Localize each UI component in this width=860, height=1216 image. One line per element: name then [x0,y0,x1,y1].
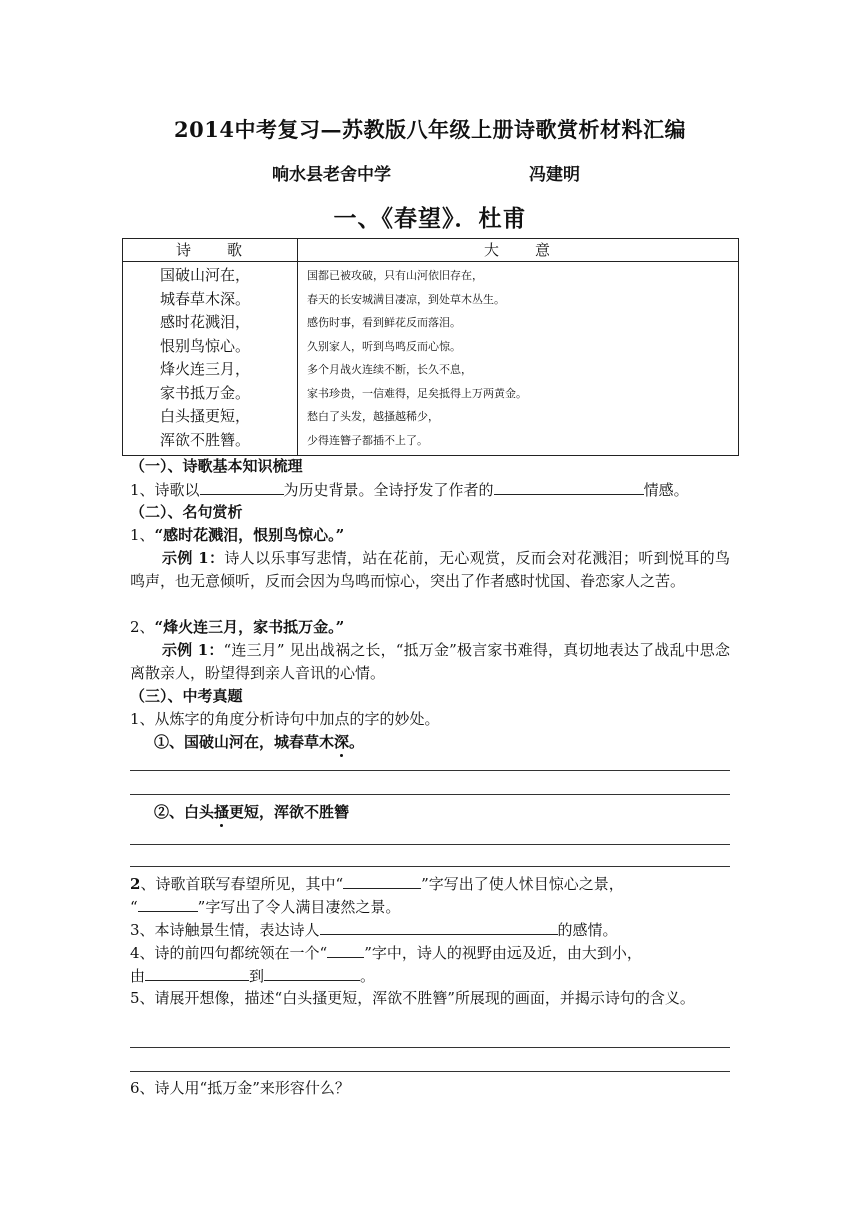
dotted-character: 搔 [214,803,230,821]
meaning-line: 愁白了头发，越搔越稀少， [307,410,439,423]
sub-question-text: ②、白头 [154,803,215,821]
poem-table [122,238,739,456]
answer-blank[interactable] [138,895,198,912]
meaning-line: 久别家人，听到鸟鸣反而心惊。 [307,339,461,353]
sub-question-text: 。 [349,733,365,751]
exam-question-1: 1、从炼字的角度分析诗句中加点的字的妙处。 [130,710,440,728]
sub-question-1 [154,731,364,753]
document-title: 2014中考复习—苏教版八年级上册诗歌赏析材料汇编 [174,117,686,142]
answer-blank[interactable] [264,964,360,981]
poem-heading: 一、《春望》．杜甫 [333,205,527,232]
meaning-line: 家书珍贵，一信难得，足矣抵得上万两黄金。 [307,386,527,400]
column-header-poem: 诗 歌 [123,239,298,262]
question-text: 4、诗的前四句都统领在一个“ [130,944,328,962]
question-text: 3、本诗触景生情，表达诗人 [130,921,320,939]
example-text: 诗人以乐事写悲情，站在花前，无心观赏，反而会对花溅泪；听到悦耳的鸟鸣声，也无意倾听，反而会因为鸟鸣而惊心，突出了作者感时忧国、眷恋家人之苦。 [130,549,730,590]
answer-blank[interactable] [145,964,249,981]
question-text: 由 [130,967,146,985]
question-text: “ [130,898,138,916]
question-text: ”字写出了使人怵目惊心之景， [421,875,624,893]
exam-question-4 [130,941,642,964]
meaning-line: 少得连簪子都插不上了。 [307,433,428,447]
poem-lines-cell [123,262,298,456]
dotted-character: 深 [334,733,350,751]
answer-blank[interactable] [327,941,364,958]
section-heading-exam-questions: （三）、中考真题 [130,687,243,705]
section-heading-basics: （一）、诗歌基本知识梳理 [130,457,303,475]
meaning-line: 国都已被攻破，只有山河依旧存在， [307,269,483,282]
poem-line: 烽火连三月， [160,360,251,378]
meaning-line: 春天的长安城满目凄凉，到处草木丛生。 [307,292,505,306]
question-text: 、诗歌首联写春望所见，其中“ [140,875,344,893]
exam-question-2-cont [130,895,400,918]
poem-line: 城春草木深。 [160,289,251,308]
poem-lines [123,262,297,455]
question-text: 1、诗歌以 [130,481,200,499]
exam-question-3 [130,918,618,941]
answer-line[interactable] [130,1047,730,1048]
meaning-lines-cell [298,262,739,456]
answer-line[interactable] [130,770,730,771]
question-text: 为历史背景。全诗抒发了作者的 [283,481,494,499]
example-label: 示例 1： [162,549,225,567]
school-name: 响水县老舍中学 [272,165,391,185]
section-heading-famous-lines: （二）、名句赏析 [130,503,243,521]
question-number: 2 [130,875,141,893]
sub-question-2 [154,801,349,823]
example-2 [130,639,730,685]
famous-line-2 [130,616,344,638]
exam-question-2 [130,872,624,895]
quote: “烽火连三月，家书抵万金。” [154,618,345,636]
answer-line[interactable] [130,866,730,867]
exam-question-6: 6、诗人用“抵万金”来形容什么？ [130,1079,350,1097]
poem-line: 恨别鸟惊心。 [160,336,251,355]
meaning-line: 多个月战火连续不断，长久不息， [307,363,472,376]
answer-line[interactable] [130,844,730,845]
exam-question-5: 5、请展开想像，描述“白头搔更短，浑欲不胜簪”所展现的画面，并揭示诗句的含义。 [130,989,695,1007]
table-header-row [123,239,739,262]
poem-line: 家书抵万金。 [160,383,251,402]
meaning-line: 感伤时事，看到鲜花反而落泪。 [307,316,461,329]
example-text: “连三月” 见出战祸之长，“抵万金”极言家书难得，真切地表达了战乱中思念离散亲人，盼望得到亲人音讯的心情。 [130,641,730,682]
example-1 [130,547,730,593]
poem-line: 国破山河在， [160,266,251,284]
poem-line: 浑欲不胜簪。 [160,430,251,449]
answer-line[interactable] [130,794,730,795]
answer-blank[interactable] [343,872,421,889]
exam-question-4-cont [130,964,375,987]
item-number: 2、 [130,618,155,636]
quote: “感时花溅泪，恨别鸟惊心。” [154,526,345,544]
question-text: ”字中，诗人的视野由远及近，由大到小， [364,944,642,962]
author-name: 冯建明 [529,165,580,185]
example-label: 示例 1： [162,641,224,659]
famous-line-1 [130,524,344,546]
question-1-basics [130,478,689,501]
question-text: 情感。 [643,481,689,499]
poem-line: 感时花溅泪， [160,313,251,331]
question-text: ”字写出了令人满目凄然之景。 [197,898,401,916]
sub-question-text: 更短，浑欲不胜簪 [229,803,350,821]
meaning-lines [298,262,738,455]
sub-question-text: ①、国破山河在，城春草木 [154,733,335,751]
poem-line: 白头搔更短， [160,407,251,425]
question-text: 的感情。 [557,921,618,939]
question-text: 到 [249,967,265,985]
answer-blank[interactable] [200,478,284,495]
item-number: 1、 [130,526,155,544]
answer-blank[interactable] [320,918,558,935]
table-body-row [123,262,739,456]
answer-blank[interactable] [494,478,644,495]
column-header-meaning: 大 意 [298,239,739,262]
answer-line[interactable] [130,1071,730,1072]
question-text: 。 [360,967,376,985]
